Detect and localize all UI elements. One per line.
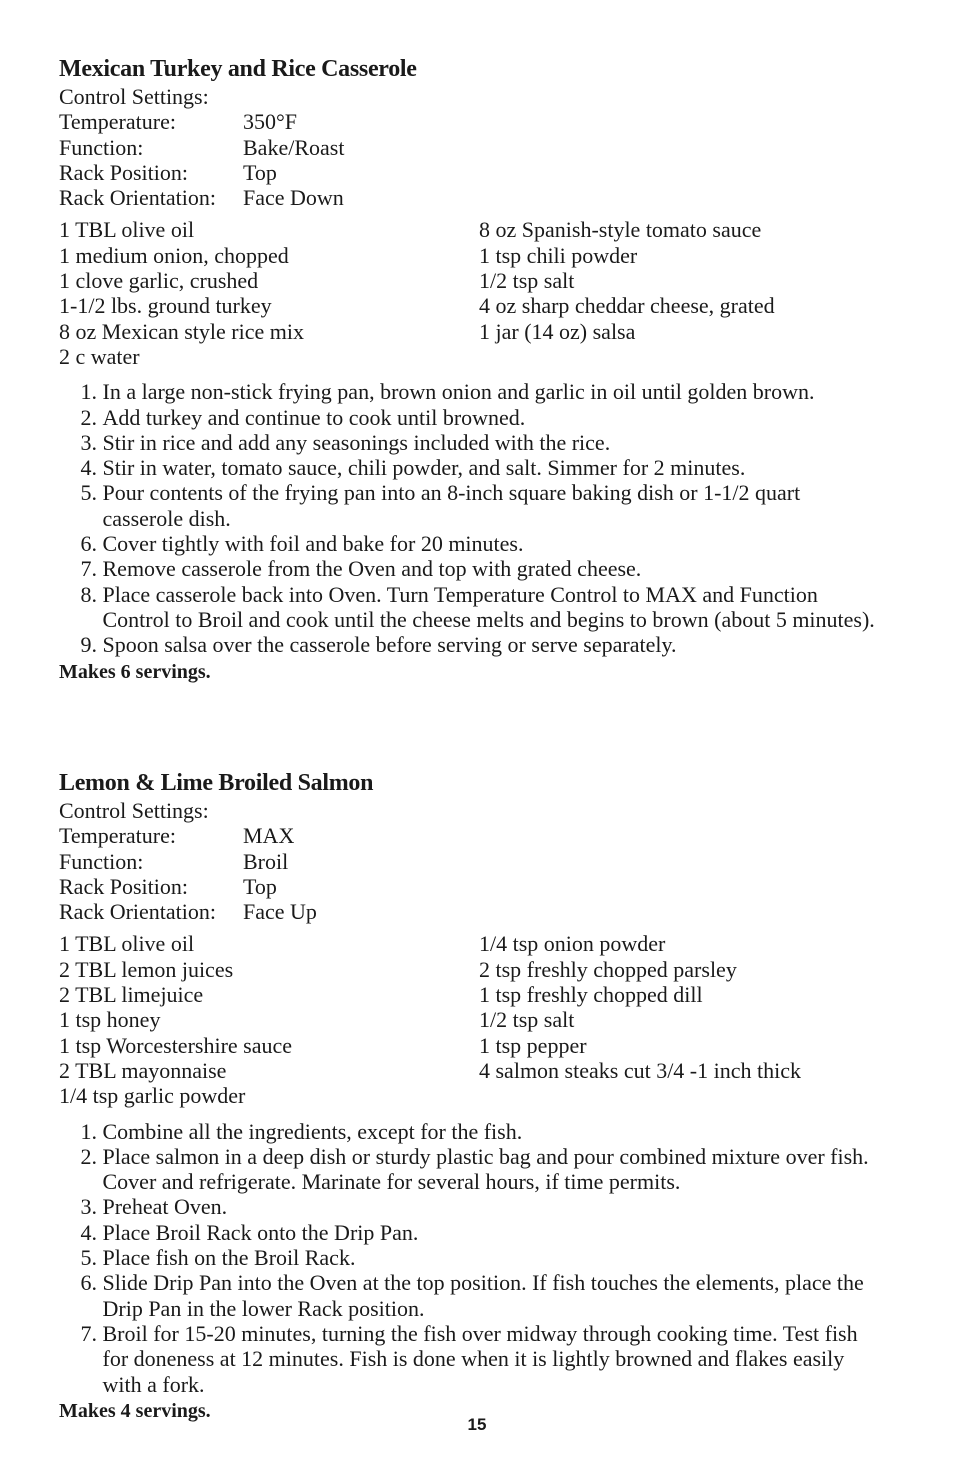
setting-rack-orientation [59,185,899,210]
step-number: 7. [80,1320,97,1346]
ingredients-left-column [59,217,479,369]
ingredient: 1 tsp pepper [479,1032,587,1058]
ingredient: 8 oz Spanish-style tomato sauce [479,217,762,243]
ingredients-left-column [59,931,479,1108]
instructions-list [59,379,899,657]
step-number: 3. [80,1194,97,1220]
step-text: Remove casserole from the Oven and top with grated cheese. [102,556,642,582]
instruction-step [59,405,899,430]
ingredient: 1-1/2 lbs. ground turkey [59,293,272,319]
ingredient: 8 oz Mexican style rice mix [59,318,304,344]
step-number: 7. [80,556,97,582]
control-settings-label: Control Settings: [59,798,209,823]
step-number: 2. [80,404,97,430]
step-text: Cover tightly with foil and bake for 20 minutes. [102,531,524,557]
setting-rack-position [59,160,899,185]
instruction-step [59,1245,899,1270]
setting-value: Top [243,159,277,185]
step-number: 3. [80,429,97,455]
ingredient: 2 TBL limejuice [59,982,204,1008]
step-number: 6. [80,1270,97,1296]
control-settings [59,823,899,924]
ingredient: 1 clove garlic, crushed [59,268,259,294]
step-text: In a large non-stick frying pan, brown onion and garlic in oil until golden brown. [102,379,815,405]
step-number: 5. [80,1245,97,1271]
ingredient: 1 TBL olive oil [59,217,195,243]
ingredient: 1/4 tsp onion powder [479,931,666,957]
instruction-step [59,379,899,404]
step-number: 4. [80,455,97,481]
step-text: Place Broil Rack onto the Drip Pan. [102,1219,419,1245]
ingredient: 2 TBL lemon juices [59,956,234,982]
setting-value: Face Up [243,899,317,925]
ingredient: 1/2 tsp salt [479,1007,575,1033]
ingredient: 1 medium onion, chopped [59,242,289,268]
instruction-step [59,582,899,633]
servings-note: Makes 4 servings. [59,1399,211,1422]
ingredient: 1 TBL olive oil [59,931,195,957]
step-text: Stir in water, tomato sauce, chili powder, and salt. Simmer for 2 minutes. [102,455,746,481]
setting-temperature [59,823,899,848]
instruction-step [59,556,899,581]
instructions-list [59,1119,899,1397]
ingredients-right-column [479,931,899,1108]
setting-label: Function: [59,134,144,160]
instruction-step [59,1144,899,1195]
setting-value: Top [243,873,277,899]
instruction-step [59,1220,899,1245]
instruction-step [59,632,899,657]
setting-value: MAX [243,823,295,849]
instruction-step [59,1119,899,1144]
setting-function [59,135,899,160]
step-number: 8. [80,581,97,607]
ingredient: 1/2 tsp salt [479,268,575,294]
setting-value: 350°F [243,109,298,135]
ingredient: 1 jar (14 oz) salsa [479,318,636,344]
instruction-step [59,1270,899,1321]
setting-label: Function: [59,848,144,874]
setting-label: Rack Orientation: [59,899,217,925]
setting-rack-orientation [59,899,899,924]
ingredients [59,217,899,369]
instruction-step [59,531,899,556]
ingredient: 4 oz sharp cheddar cheese, grated [479,293,775,319]
setting-label: Rack Orientation: [59,185,217,211]
ingredient: 1 tsp freshly chopped dill [479,982,703,1008]
control-settings-label: Control Settings: [59,84,209,109]
ingredients-right-column [479,217,899,369]
step-number: 4. [80,1219,97,1245]
ingredient: 2 TBL mayonnaise [59,1057,227,1083]
step-text: Add turkey and continue to cook until browned. [102,404,526,430]
step-number: 1. [80,379,97,405]
step-text: Place fish on the Broil Rack. [102,1245,356,1271]
ingredient: 2 tsp freshly chopped parsley [479,956,737,982]
step-number: 1. [80,1118,97,1144]
step-text: Slide Drip Pan into the Oven at the top position. If fish touches the elements, place the Drip Pan in the lower Rack position. [102,1270,864,1321]
instruction-step [59,1194,899,1219]
step-text: Place casserole back into Oven. Turn Temperature Control to MAX and Function Control to Broil and cook until the cheese melts and begins to brown (about 5 minutes). [102,581,875,632]
setting-label: Temperature: [59,109,176,135]
recipe-title: Lemon & Lime Broiled Salmon [59,770,374,796]
instruction-step [59,455,899,480]
setting-value: Face Down [243,185,344,211]
step-text: Broil for 15-20 minutes, turning the fish over midway through cooking time. Test fish for doneness at 12 minutes. Fish is done when it is lightly browned and flakes easily with a fork. [102,1320,858,1397]
page-number: 15 [467,1415,487,1434]
setting-function [59,849,899,874]
step-number: 9. [80,632,97,658]
control-settings [59,109,899,210]
setting-label: Rack Position: [59,873,188,899]
recipe-title: Mexican Turkey and Rice Casserole [59,56,417,82]
ingredient: 1 tsp Worcestershire sauce [59,1032,293,1058]
setting-label: Rack Position: [59,159,188,185]
recipe-mexican-turkey-casserole [59,54,899,684]
setting-rack-position [59,874,899,899]
ingredient: 2 c water [59,343,140,369]
step-number: 2. [80,1143,97,1169]
ingredient: 4 salmon steaks cut 3/4 -1 inch thick [479,1057,801,1083]
servings-note: Makes 6 servings. [59,660,211,683]
step-number: 6. [80,531,97,557]
step-text: Place salmon in a deep dish or sturdy plastic bag and pour combined mixture over fish. Cover and refrigerate. Marinate for several hours, if time permits. [102,1143,869,1195]
ingredient: 1 tsp honey [59,1007,161,1033]
setting-value: Bake/Roast [243,134,345,160]
step-text: Preheat Oven. [102,1194,228,1220]
ingredients [59,931,899,1108]
recipe-lemon-lime-salmon [59,768,899,1423]
ingredient: 1 tsp chili powder [479,242,638,268]
step-text: Stir in rice and add any seasonings included with the rice. [102,429,611,455]
step-text: Pour contents of the frying pan into an 8-inch square baking dish or 1-1/2 quart casserole dish. [102,480,801,531]
setting-value: Broil [243,848,289,874]
step-text: Spoon salsa over the casserole before serving or serve separately. [102,632,677,658]
instruction-step [59,480,899,531]
ingredient: 1/4 tsp garlic powder [59,1083,246,1109]
step-number: 5. [80,480,97,506]
setting-temperature [59,109,899,134]
instruction-step [59,1321,899,1397]
setting-label: Temperature: [59,823,176,849]
step-text: Combine all the ingredients, except for the fish. [102,1118,523,1144]
instruction-step [59,430,899,455]
